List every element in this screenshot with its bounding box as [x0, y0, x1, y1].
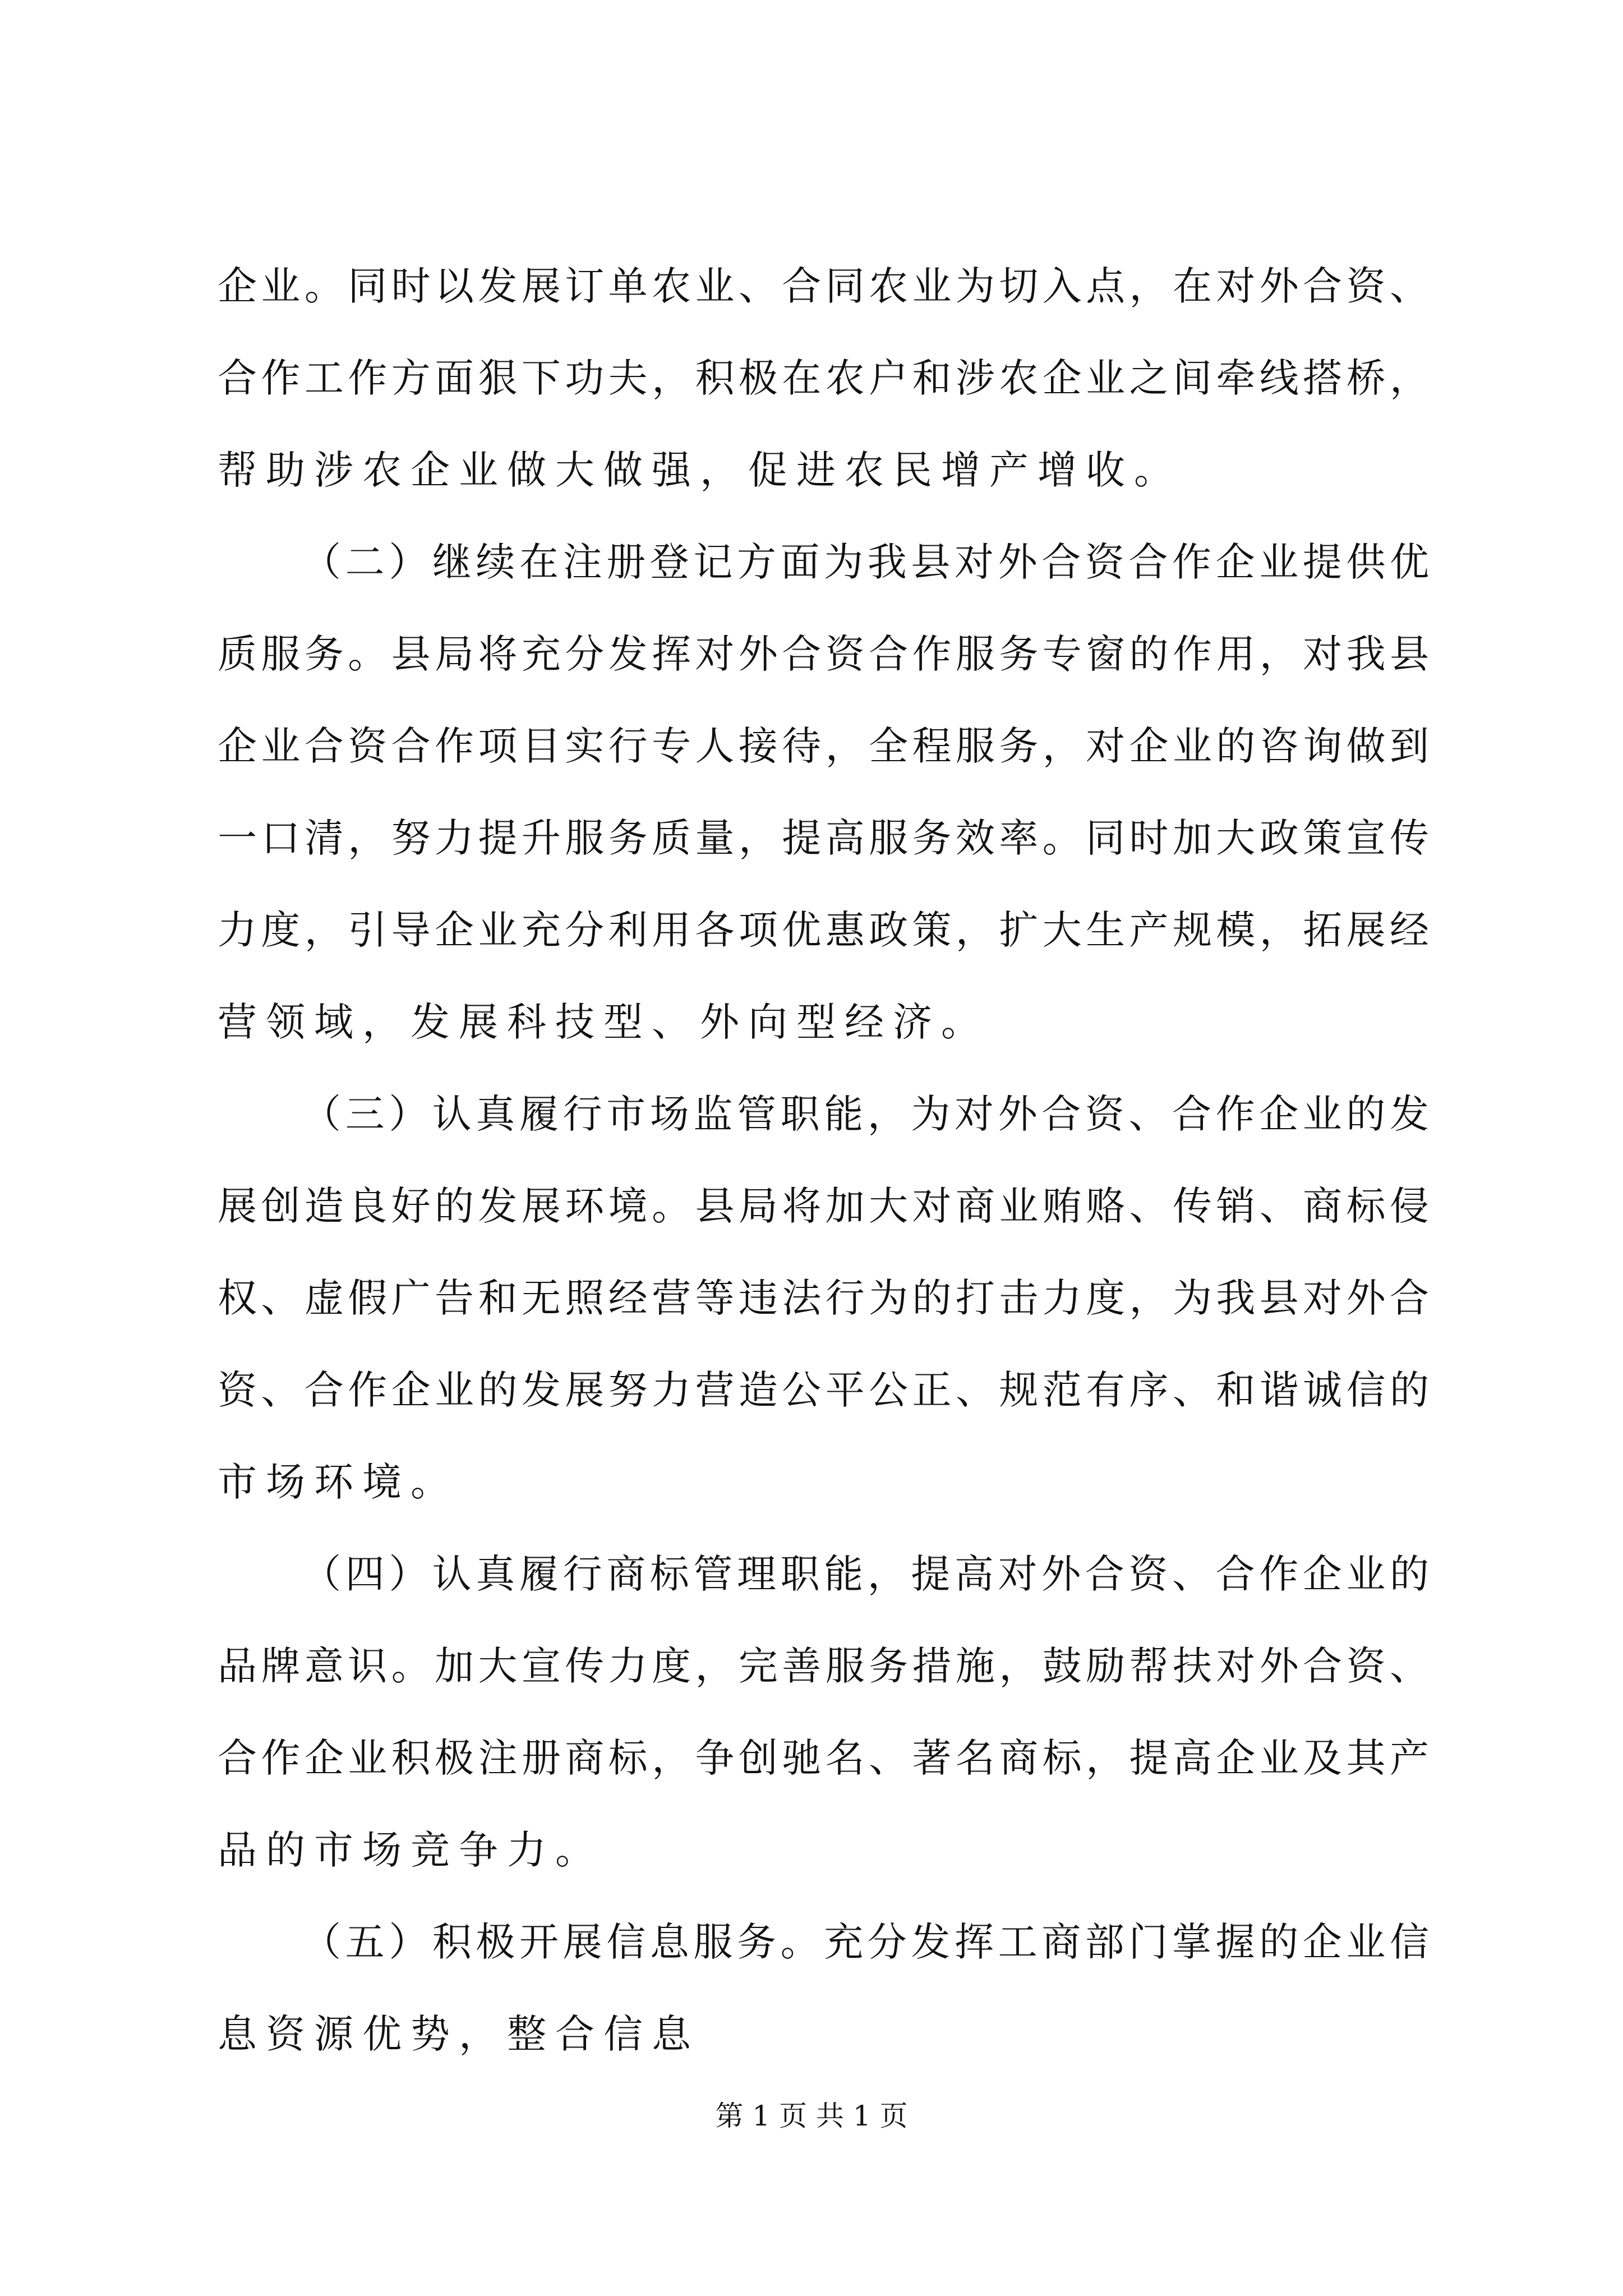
paragraph-heading-line: （四）认真履行商标管理职能，提高对外合资、合作企业的 — [302, 1551, 1429, 1597]
text-line: 营领域，发展科技型、外向型经济。 — [218, 999, 989, 1045]
text-line: 品牌意识。加大宣传力度，完善服务措施，鼓励帮扶对外合资、 — [218, 1643, 1429, 1689]
document-body — [218, 264, 1429, 2104]
text-line: 合作企业积极注册商标，争创驰名、著名商标，提高企业及其产 — [218, 1735, 1429, 1781]
text-line: 权、虚假广告和无照经营等违法行为的打击力度，为我县对外合 — [218, 1275, 1429, 1321]
text-line: 息资源优势，整合信息 — [218, 2011, 700, 2057]
text-line: 企业合资合作项目实行专人接待，全程服务，对企业的咨询做到 — [218, 723, 1429, 769]
text-line: 展创造良好的发展环境。县局将加大对商业贿赂、传销、商标侵 — [218, 1183, 1429, 1229]
text-line: 市场环境。 — [218, 1459, 459, 1505]
paragraph-heading-line: （三）认真履行市场监管职能，为对外合资、合作企业的发 — [302, 1091, 1429, 1137]
paragraph-heading-line: （五）积极开展信息服务。充分发挥工商部门掌握的企业信 — [302, 1919, 1429, 1965]
paragraph-heading-line: （二）继续在注册登记方面为我县对外合资合作企业提供优 — [302, 539, 1429, 585]
page-footer: 第 1 页 共 1 页 — [715, 2100, 908, 2132]
text-line: 企业。同时以发展订单农业、合同农业为切入点，在对外合资、 — [218, 263, 1429, 309]
text-line: 合作工作方面狠下功夫，积极在农户和涉农企业之间牵线搭桥， — [218, 355, 1429, 401]
text-line: 品的市场竞争力。 — [218, 1827, 603, 1873]
text-line: 帮助涉农企业做大做强，促进农民增产增收。 — [218, 447, 1182, 493]
text-line: 质服务。县局将充分发挥对外合资合作服务专窗的作用，对我县 — [218, 631, 1429, 677]
text-line: 力度，引导企业充分利用各项优惠政策，扩大生产规模，拓展经 — [218, 907, 1429, 953]
text-line: 一口清，努力提升服务质量，提高服务效率。同时加大政策宣传 — [218, 815, 1429, 861]
text-line: 资、合作企业的发展努力营造公平公正、规范有序、和谐诚信的 — [218, 1367, 1429, 1413]
